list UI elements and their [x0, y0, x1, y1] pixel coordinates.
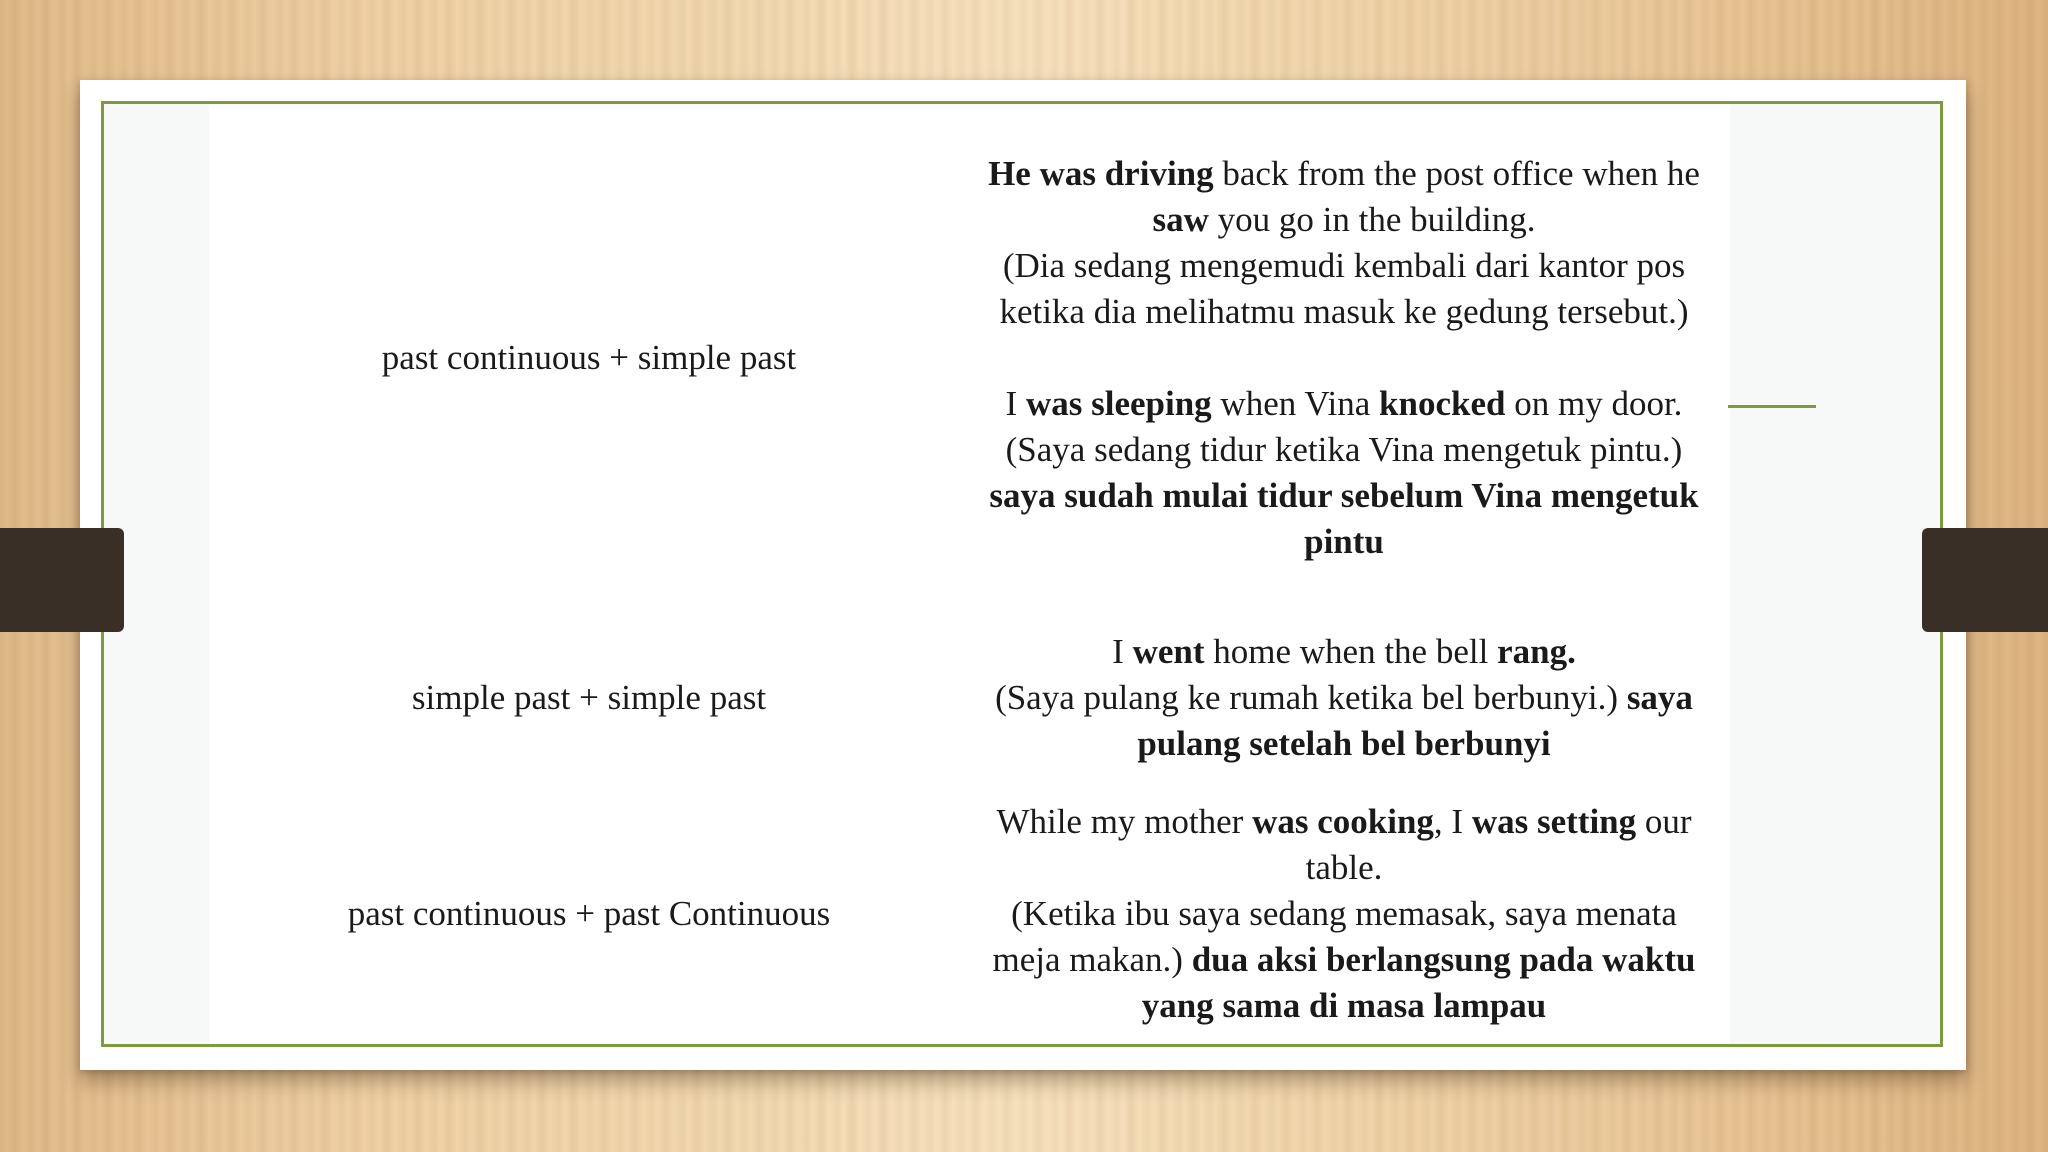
- text-run: (Ketika ibu saya sedang memasak, saya menata meja makan.): [992, 894, 1677, 979]
- text-run: I: [1112, 632, 1133, 671]
- pattern-cell: past continuous + past Continuous: [347, 894, 831, 933]
- emphasized-text: knocked: [1379, 383, 1506, 423]
- emphasized-text: saw: [1152, 199, 1209, 239]
- text-run: on my door.: [1505, 383, 1683, 423]
- text-run: , I: [1433, 802, 1472, 841]
- emphasized-text: was setting: [1471, 802, 1637, 841]
- example-cell: [974, 629, 1714, 767]
- emphasized-text: He was driving: [988, 153, 1214, 193]
- text-run: (Saya sedang tidur ketika Vina mengetuk pintu.): [1005, 429, 1683, 469]
- left-binder-tab: [0, 528, 124, 632]
- text-run: when Vina: [1211, 383, 1380, 423]
- pattern-cell: past continuous + simple past: [381, 337, 797, 377]
- emphasized-text: rang.: [1497, 632, 1576, 671]
- emphasized-text: dua aksi berlangsung pada waktu yang sama di masa lampau: [1141, 940, 1696, 1025]
- example-cell: [974, 799, 1714, 1029]
- emphasized-text: saya sudah mulai tidur sebelum Vina mengetuk pintu: [989, 475, 1699, 561]
- example-cell: [974, 151, 1714, 565]
- table-row: [209, 628, 1730, 768]
- right-binder-tab: [1922, 528, 2048, 632]
- example-text: [974, 381, 1714, 565]
- accent-line: [1728, 405, 1816, 408]
- emphasized-text: saya pulang setelah bel berbunyi: [1137, 678, 1693, 763]
- text-run: I: [1005, 383, 1026, 423]
- pattern-cell: simple past + simple past: [411, 678, 767, 717]
- emphasized-text: was sleeping: [1025, 383, 1212, 423]
- text-run: you go in the building.: [1208, 199, 1536, 239]
- example-text: [974, 629, 1714, 767]
- text-run: (Saya pulang ke rumah ketika bel berbunyi.): [995, 678, 1627, 717]
- emphasized-text: went: [1132, 632, 1205, 671]
- text-run: home when the bell: [1204, 632, 1498, 671]
- text-run: our table.: [1305, 802, 1692, 887]
- table-row: [209, 150, 1730, 565]
- text-run: While my mother: [996, 802, 1253, 841]
- table-row: [209, 798, 1730, 1030]
- example-text: [974, 151, 1714, 335]
- text-run: back from the post office when he: [1213, 153, 1700, 193]
- example-text: [974, 799, 1714, 1029]
- emphasized-text: was cooking: [1252, 802, 1434, 841]
- text-run: (Dia sedang mengemudi kembali dari kantor pos ketika dia melihatmu masuk ke gedung tersebut.): [999, 245, 1689, 331]
